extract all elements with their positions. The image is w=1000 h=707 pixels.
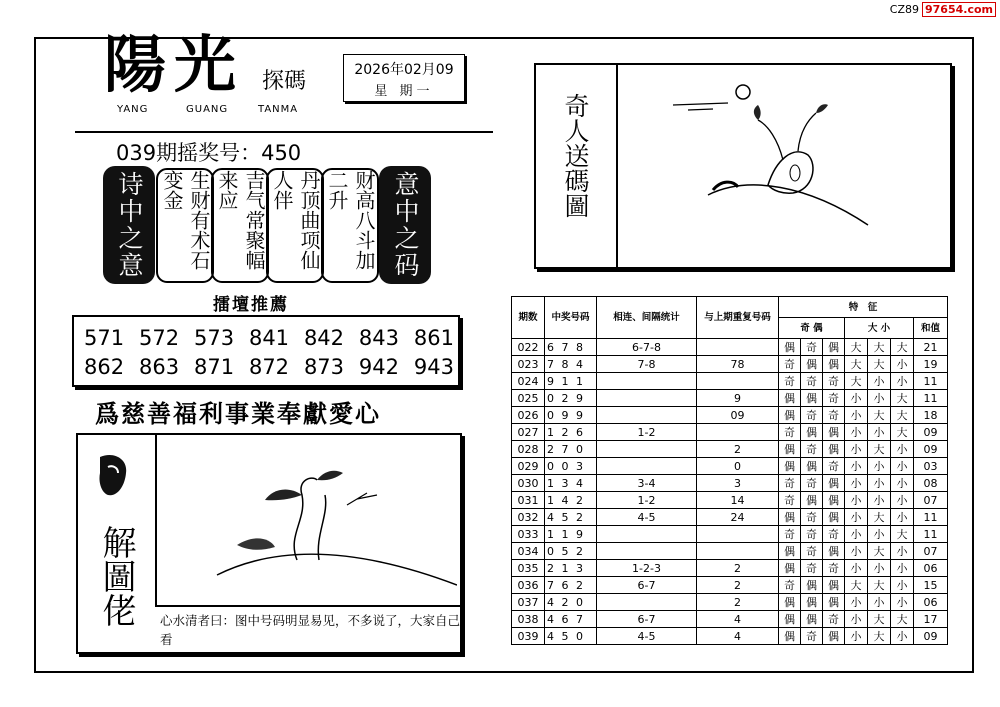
qiren-panel xyxy=(534,63,952,269)
cell-odd-even: 奇 xyxy=(801,560,823,577)
cell-big-small: 大 xyxy=(868,356,891,373)
cell-big-small: 大 xyxy=(845,356,868,373)
cell-issue: 035 xyxy=(512,560,545,577)
table-row xyxy=(512,543,948,560)
table-row xyxy=(512,594,948,611)
cell-repeat xyxy=(697,526,779,543)
cell-sum: 07 xyxy=(914,543,948,560)
qiren-picture-frame xyxy=(616,65,952,267)
cell-odd-even: 奇 xyxy=(779,373,801,390)
poem-right-label: 意中之码 xyxy=(379,166,431,284)
cell-repeat: 14 xyxy=(697,492,779,509)
rec-number: 843 xyxy=(358,326,400,350)
cell-big-small: 小 xyxy=(845,526,868,543)
cell-winning-number: 7 6 2 xyxy=(545,577,597,594)
cell-adjacent: 4-5 xyxy=(597,628,697,645)
cell-big-small: 小 xyxy=(845,492,868,509)
cell-winning-number: 7 8 4 xyxy=(545,356,597,373)
cell-sum: 11 xyxy=(914,373,948,390)
cell-winning-number: 4 6 7 xyxy=(545,611,597,628)
table-row xyxy=(512,390,948,407)
cell-odd-even: 偶 xyxy=(801,594,823,611)
cell-issue: 024 xyxy=(512,373,545,390)
cell-big-small: 大 xyxy=(891,526,914,543)
cell-odd-even: 偶 xyxy=(823,424,845,441)
recommend-number-box xyxy=(72,315,460,387)
cell-winning-number: 0 9 9 xyxy=(545,407,597,424)
cell-sum: 15 xyxy=(914,577,948,594)
cell-odd-even: 偶 xyxy=(779,560,801,577)
cell-issue: 028 xyxy=(512,441,545,458)
cell-adjacent xyxy=(597,407,697,424)
cell-repeat xyxy=(697,339,779,356)
cell-odd-even: 奇 xyxy=(823,526,845,543)
cell-adjacent xyxy=(597,458,697,475)
cell-odd-even: 奇 xyxy=(801,441,823,458)
cell-repeat xyxy=(697,424,779,441)
cell-repeat: 2 xyxy=(697,594,779,611)
cell-odd-even: 奇 xyxy=(801,475,823,492)
cell-sum: 03 xyxy=(914,458,948,475)
table-row xyxy=(512,458,948,475)
cell-winning-number: 2 7 0 xyxy=(545,441,597,458)
cell-issue: 030 xyxy=(512,475,545,492)
cell-big-small: 小 xyxy=(845,390,868,407)
cell-big-small: 大 xyxy=(868,441,891,458)
cell-odd-even: 偶 xyxy=(823,339,845,356)
cell-big-small: 小 xyxy=(868,492,891,509)
cell-odd-even: 奇 xyxy=(823,560,845,577)
cell-odd-even: 奇 xyxy=(779,526,801,543)
recommend-row-2 xyxy=(84,355,454,379)
cell-odd-even: 奇 xyxy=(823,611,845,628)
watermark-site: 97654.com xyxy=(922,2,996,17)
cell-big-small: 大 xyxy=(868,509,891,526)
cell-repeat: 24 xyxy=(697,509,779,526)
col-header-sum: 和值 xyxy=(914,318,948,339)
cell-sum: 09 xyxy=(914,424,948,441)
col-header-issue: 期数 xyxy=(512,297,545,339)
cell-sum: 07 xyxy=(914,492,948,509)
cell-odd-even: 偶 xyxy=(801,611,823,628)
cell-odd-even: 偶 xyxy=(779,594,801,611)
cell-issue: 023 xyxy=(512,356,545,373)
cell-repeat: 2 xyxy=(697,441,779,458)
cell-big-small: 小 xyxy=(845,458,868,475)
cell-issue: 039 xyxy=(512,628,545,645)
cell-odd-even: 偶 xyxy=(801,458,823,475)
cell-big-small: 小 xyxy=(891,594,914,611)
col-header-odd-even: 奇 偶 xyxy=(779,318,845,339)
cell-big-small: 大 xyxy=(868,577,891,594)
col-header-feature: 特 征 xyxy=(779,297,948,318)
jietu-title: 解圖佬 xyxy=(96,525,136,627)
cell-big-small: 大 xyxy=(868,407,891,424)
jietu-picture-frame xyxy=(155,435,462,607)
cell-winning-number: 1 1 9 xyxy=(545,526,597,543)
cell-odd-even: 奇 xyxy=(801,543,823,560)
cell-adjacent xyxy=(597,543,697,560)
cell-big-small: 小 xyxy=(891,356,914,373)
history-table xyxy=(511,296,948,645)
cell-repeat: 4 xyxy=(697,611,779,628)
table-row xyxy=(512,492,948,509)
cell-sum: 18 xyxy=(914,407,948,424)
cell-issue: 036 xyxy=(512,577,545,594)
cell-big-small: 小 xyxy=(845,475,868,492)
cell-sum: 09 xyxy=(914,441,948,458)
rec-number: 871 xyxy=(193,355,235,379)
rec-number: 863 xyxy=(138,355,180,379)
cell-big-small: 小 xyxy=(891,560,914,577)
cell-big-small: 小 xyxy=(891,373,914,390)
cell-odd-even: 奇 xyxy=(801,407,823,424)
cell-odd-even: 奇 xyxy=(801,628,823,645)
cell-odd-even: 偶 xyxy=(823,543,845,560)
cell-odd-even: 偶 xyxy=(801,356,823,373)
col-header-repeat: 与上期重复号码 xyxy=(697,297,779,339)
cell-repeat: 09 xyxy=(697,407,779,424)
poem-column-2: 吉气常聚幅来应 xyxy=(211,168,269,283)
table-row xyxy=(512,577,948,594)
cell-repeat: 2 xyxy=(697,577,779,594)
cell-odd-even: 偶 xyxy=(823,594,845,611)
table-row xyxy=(512,339,948,356)
table-row xyxy=(512,611,948,628)
cell-issue: 034 xyxy=(512,543,545,560)
cell-big-small: 小 xyxy=(891,441,914,458)
jietu-panel xyxy=(76,433,462,654)
cell-adjacent xyxy=(597,526,697,543)
rec-number: 943 xyxy=(413,355,454,379)
cell-odd-even: 偶 xyxy=(823,492,845,509)
cell-odd-even: 奇 xyxy=(801,373,823,390)
cell-winning-number: 1 4 2 xyxy=(545,492,597,509)
cell-odd-even: 偶 xyxy=(801,390,823,407)
cell-odd-even: 偶 xyxy=(779,628,801,645)
rec-number: 572 xyxy=(138,326,180,350)
cell-odd-even: 奇 xyxy=(823,390,845,407)
cell-big-small: 大 xyxy=(868,339,891,356)
cell-odd-even: 奇 xyxy=(823,458,845,475)
cell-odd-even: 偶 xyxy=(779,407,801,424)
poem-column-4: 财高八斗加二升 xyxy=(321,168,379,283)
cell-sum: 06 xyxy=(914,560,948,577)
bird-sketch-icon xyxy=(618,65,952,267)
cell-repeat xyxy=(697,373,779,390)
cell-odd-even: 偶 xyxy=(823,356,845,373)
rec-number: 842 xyxy=(303,326,345,350)
rec-number: 872 xyxy=(248,355,290,379)
poem-column-3: 丹顶曲项仙人伴 xyxy=(266,168,324,283)
table-row xyxy=(512,560,948,577)
cell-sum: 08 xyxy=(914,475,948,492)
cell-repeat: 4 xyxy=(697,628,779,645)
pinyin-yang: YANG xyxy=(117,104,149,115)
poem-column-1: 生财有术石变金 xyxy=(156,168,214,283)
cell-odd-even: 奇 xyxy=(801,526,823,543)
cell-adjacent: 6-7 xyxy=(597,611,697,628)
cell-sum: 11 xyxy=(914,509,948,526)
cell-odd-even: 偶 xyxy=(779,458,801,475)
cell-winning-number: 4 5 0 xyxy=(545,628,597,645)
cell-adjacent: 6-7 xyxy=(597,577,697,594)
site-watermark xyxy=(890,3,996,16)
cell-big-small: 小 xyxy=(891,628,914,645)
cell-odd-even: 偶 xyxy=(823,628,845,645)
cell-odd-even: 偶 xyxy=(779,611,801,628)
cell-odd-even: 奇 xyxy=(779,424,801,441)
cell-winning-number: 2 1 3 xyxy=(545,560,597,577)
col-header-big-small: 大 小 xyxy=(845,318,914,339)
cell-big-small: 大 xyxy=(891,611,914,628)
cell-winning-number: 0 2 9 xyxy=(545,390,597,407)
cell-repeat: 9 xyxy=(697,390,779,407)
cell-big-small: 大 xyxy=(868,611,891,628)
cell-big-small: 小 xyxy=(845,407,868,424)
recommend-title: 擂壇推薦 xyxy=(213,295,289,315)
rec-number: 571 xyxy=(84,326,125,350)
cell-big-small: 小 xyxy=(891,475,914,492)
cell-big-small: 小 xyxy=(891,543,914,560)
cell-big-small: 大 xyxy=(891,424,914,441)
rec-number: 862 xyxy=(84,355,125,379)
table-row xyxy=(512,407,948,424)
cell-winning-number: 1 3 4 xyxy=(545,475,597,492)
cell-sum: 09 xyxy=(914,628,948,645)
cell-big-small: 小 xyxy=(845,628,868,645)
weekday-text: 星 期一 xyxy=(374,84,434,99)
qiren-title: 奇人送碼圖 xyxy=(561,93,590,218)
rec-number: 841 xyxy=(248,326,290,350)
cell-odd-even: 奇 xyxy=(801,339,823,356)
poem-left-label: 诗中之意 xyxy=(103,166,155,284)
cell-big-small: 小 xyxy=(868,458,891,475)
cell-big-small: 小 xyxy=(845,611,868,628)
cell-big-small: 大 xyxy=(891,390,914,407)
cell-winning-number: 4 2 0 xyxy=(545,594,597,611)
cell-big-small: 大 xyxy=(868,628,891,645)
cell-sum: 11 xyxy=(914,390,948,407)
cell-odd-even: 奇 xyxy=(823,373,845,390)
cell-odd-even: 奇 xyxy=(779,356,801,373)
cell-odd-even: 偶 xyxy=(779,339,801,356)
col-header-winning: 中奖号码 xyxy=(545,297,597,339)
cell-big-small: 大 xyxy=(845,339,868,356)
cell-adjacent: 6-7-8 xyxy=(597,339,697,356)
history-table-body xyxy=(512,339,948,645)
cell-adjacent xyxy=(597,390,697,407)
cell-issue: 033 xyxy=(512,526,545,543)
cell-big-small: 小 xyxy=(868,424,891,441)
cell-winning-number: 0 0 3 xyxy=(545,458,597,475)
cell-odd-even: 偶 xyxy=(779,543,801,560)
cell-issue: 022 xyxy=(512,339,545,356)
cell-odd-even: 偶 xyxy=(801,424,823,441)
cell-big-small: 小 xyxy=(891,458,914,475)
col-header-adjacent: 相连、间隔统计 xyxy=(597,297,697,339)
cell-repeat: 2 xyxy=(697,560,779,577)
cell-winning-number: 0 5 2 xyxy=(545,543,597,560)
cell-big-small: 小 xyxy=(845,594,868,611)
cell-odd-even: 偶 xyxy=(823,441,845,458)
cell-adjacent: 7-8 xyxy=(597,356,697,373)
rec-number: 861 xyxy=(413,326,454,350)
cell-odd-even: 偶 xyxy=(779,441,801,458)
cell-adjacent: 1-2 xyxy=(597,424,697,441)
table-row xyxy=(512,628,948,645)
cell-odd-even: 偶 xyxy=(779,390,801,407)
cell-odd-even: 奇 xyxy=(801,509,823,526)
cell-odd-even: 偶 xyxy=(823,475,845,492)
cell-sum: 21 xyxy=(914,339,948,356)
cell-odd-even: 偶 xyxy=(801,492,823,509)
table-row xyxy=(512,373,948,390)
cell-winning-number: 1 2 6 xyxy=(545,424,597,441)
cell-adjacent: 1-2 xyxy=(597,492,697,509)
recommend-row-1 xyxy=(84,326,454,350)
table-row xyxy=(512,441,948,458)
cell-repeat xyxy=(697,543,779,560)
cell-issue: 038 xyxy=(512,611,545,628)
rec-number: 873 xyxy=(303,355,345,379)
cell-issue: 027 xyxy=(512,424,545,441)
cell-winning-number: 9 1 1 xyxy=(545,373,597,390)
cell-odd-even: 奇 xyxy=(823,407,845,424)
cell-big-small: 小 xyxy=(868,560,891,577)
cell-adjacent xyxy=(597,373,697,390)
charity-slogan: 爲慈善福利事業奉獻愛心 xyxy=(95,399,381,428)
cell-odd-even: 奇 xyxy=(779,475,801,492)
cell-repeat: 3 xyxy=(697,475,779,492)
pinyin-tanma: TANMA xyxy=(258,104,299,115)
cell-big-small: 小 xyxy=(845,424,868,441)
cell-big-small: 小 xyxy=(891,509,914,526)
cell-big-small: 小 xyxy=(868,373,891,390)
cell-adjacent xyxy=(597,441,697,458)
logo-subtitle: 探碼 xyxy=(262,69,307,94)
plant-sketch-icon xyxy=(157,435,457,603)
cell-repeat: 78 xyxy=(697,356,779,373)
cell-adjacent: 4-5 xyxy=(597,509,697,526)
cell-odd-even: 奇 xyxy=(779,577,801,594)
watermark-prefix: CZ89 xyxy=(889,3,919,16)
cell-sum: 11 xyxy=(914,526,948,543)
cell-adjacent xyxy=(597,594,697,611)
cell-big-small: 小 xyxy=(845,560,868,577)
cell-odd-even: 偶 xyxy=(801,577,823,594)
header-divider xyxy=(75,131,493,133)
cell-big-small: 大 xyxy=(845,373,868,390)
table-row xyxy=(512,356,948,373)
rec-number: 573 xyxy=(193,326,235,350)
cell-big-small: 小 xyxy=(868,475,891,492)
cell-big-small: 小 xyxy=(868,390,891,407)
cell-big-small: 小 xyxy=(868,594,891,611)
date-text: 2026年02月09 xyxy=(354,62,454,78)
table-row xyxy=(512,526,948,543)
rec-number: 942 xyxy=(358,355,400,379)
cell-big-small: 小 xyxy=(845,509,868,526)
cell-winning-number: 6 7 8 xyxy=(545,339,597,356)
cell-big-small: 小 xyxy=(891,492,914,509)
cell-winning-number: 4 5 2 xyxy=(545,509,597,526)
cell-big-small: 小 xyxy=(845,441,868,458)
cell-issue: 025 xyxy=(512,390,545,407)
cell-big-small: 大 xyxy=(845,577,868,594)
cell-repeat: 0 xyxy=(697,458,779,475)
table-row xyxy=(512,424,948,441)
cell-big-small: 小 xyxy=(868,526,891,543)
cell-odd-even: 偶 xyxy=(779,509,801,526)
cell-issue: 037 xyxy=(512,594,545,611)
cell-sum: 17 xyxy=(914,611,948,628)
table-row xyxy=(512,475,948,492)
cell-sum: 06 xyxy=(914,594,948,611)
pinyin-guang: GUANG xyxy=(186,104,229,115)
cell-big-small: 大 xyxy=(891,407,914,424)
cell-issue: 029 xyxy=(512,458,545,475)
jietu-comment: 心水清者曰：图中号码明显易见，不多说了，大家自己看 xyxy=(160,613,461,647)
cell-adjacent: 3-4 xyxy=(597,475,697,492)
cell-odd-even: 偶 xyxy=(823,509,845,526)
cell-big-small: 小 xyxy=(891,577,914,594)
table-row xyxy=(512,509,948,526)
cell-issue: 032 xyxy=(512,509,545,526)
ink-portrait-icon xyxy=(94,453,134,499)
logo-title: 陽光 xyxy=(104,28,245,101)
issue-draw-number: 039期摇奖号：450 xyxy=(116,141,302,165)
cell-issue: 026 xyxy=(512,407,545,424)
cell-odd-even: 偶 xyxy=(823,577,845,594)
date-box xyxy=(343,54,465,102)
cell-big-small: 大 xyxy=(868,543,891,560)
cell-big-small: 大 xyxy=(891,339,914,356)
cell-big-small: 小 xyxy=(845,543,868,560)
cell-adjacent: 1-2-3 xyxy=(597,560,697,577)
cell-issue: 031 xyxy=(512,492,545,509)
cell-sum: 19 xyxy=(914,356,948,373)
cell-odd-even: 奇 xyxy=(779,492,801,509)
